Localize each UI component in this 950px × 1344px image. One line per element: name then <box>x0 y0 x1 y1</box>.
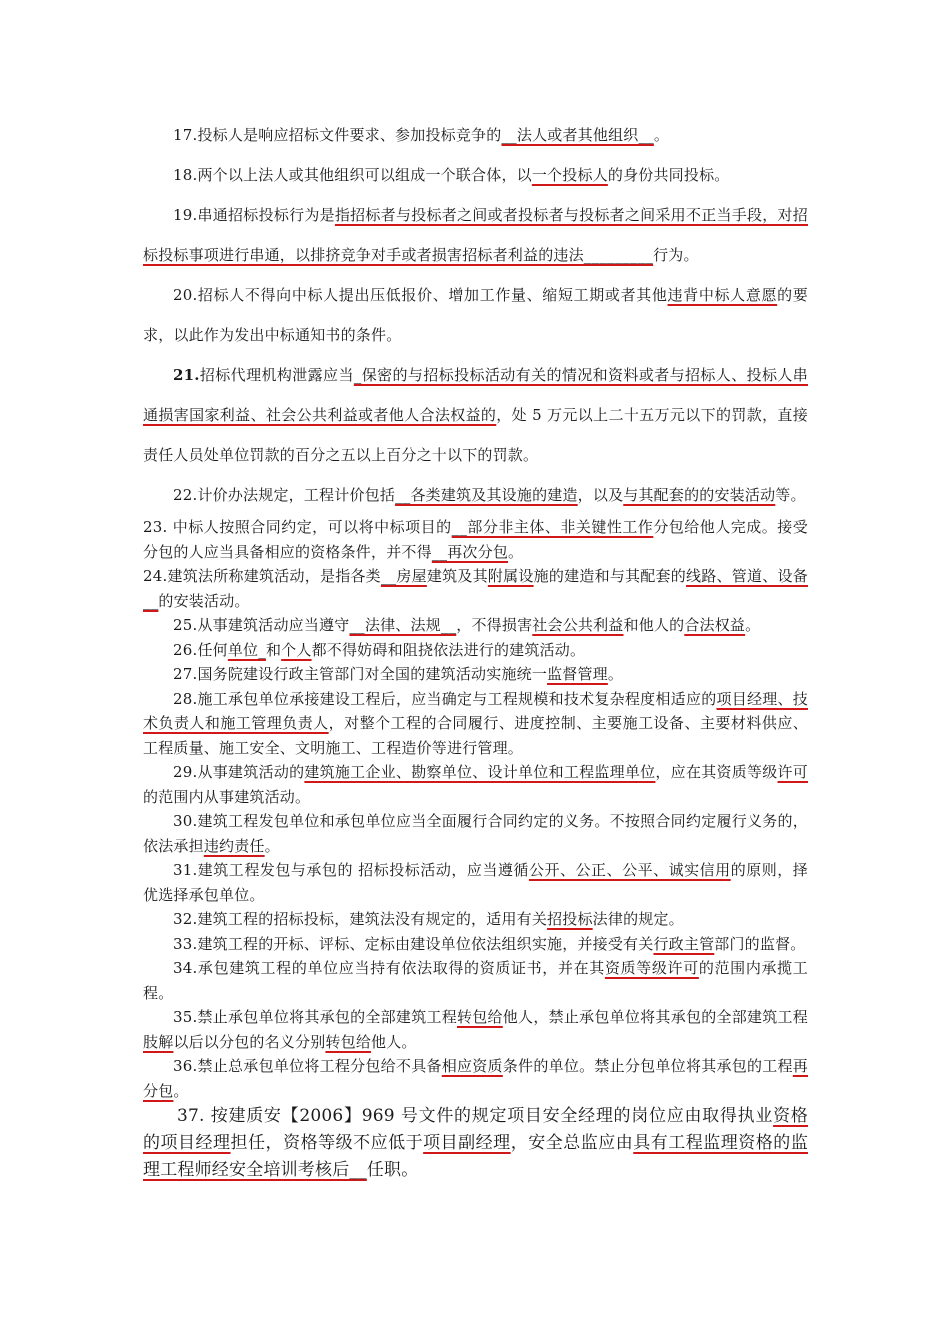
answer-text: 资格的项目经理 <box>143 1106 809 1153</box>
question-text: 23. 中标人按照合同约定，可以将中标项目的 <box>143 518 452 536</box>
answer-text: 转包给 <box>457 1008 503 1026</box>
answer-text: 社会公共利益 <box>532 616 624 634</box>
answer-text: 公开、公正、公平、诚实信用 <box>528 861 731 879</box>
question-30 <box>143 809 808 858</box>
answer-text: 合法权益 <box>684 616 746 634</box>
question-36 <box>143 1054 808 1103</box>
question-text: 等。 <box>775 486 806 504</box>
question-text: 条件的单位。禁止分包单位将其承包的工程 <box>502 1057 793 1075</box>
question-text: 分包给他人完成。接受分包的人应当具备相应的资格条件，并不得 <box>143 518 808 561</box>
question-text: 36.禁止总承包单位将工程分包给不具备 <box>173 1057 442 1075</box>
question-text: 法律的规定。 <box>592 910 684 928</box>
answer-text: 招投标 <box>547 910 593 928</box>
question-32 <box>143 907 808 932</box>
answer-text: 附属设 <box>487 567 534 585</box>
question-text: 的原则，择优选择承包单位。 <box>143 861 808 904</box>
question-text: 35.禁止承包单位将其承包的全部建筑工程 <box>173 1008 457 1026</box>
question-text: 33.建筑工程的开标、评标、定标由建设单位依法组织实施，并接受有关 <box>173 934 654 953</box>
question-33 <box>143 932 808 957</box>
question-22 <box>143 475 808 515</box>
question-text: 。 <box>653 126 670 144</box>
question-37 <box>143 1103 808 1184</box>
answer-text: 相应资质 <box>441 1057 503 1075</box>
question-text: 部门的监督。 <box>714 934 806 953</box>
question-text: 。 <box>264 836 280 855</box>
answer-text: 再分包 <box>143 1057 808 1100</box>
question-text: 28.施工承包单位承接建设工程后，应当确定与工程规模和技术复杂程度相适应的 <box>173 689 717 708</box>
answer-text: 许可 <box>777 763 808 781</box>
question-text: 34.承包建筑工程的单位应当持有依法取得的资质证书，并在其 <box>173 959 605 977</box>
question-text: 。 <box>745 616 761 634</box>
question-text: 施的建造和与其配套的 <box>533 567 687 585</box>
answer-text: 一个投标人 <box>531 166 608 184</box>
answer-text: __法人或者其他组织__ <box>501 126 654 144</box>
answer-text: 肢解 <box>143 1032 174 1051</box>
question-19 <box>143 195 808 275</box>
question-35 <box>143 1005 808 1054</box>
answer-text: 资质等级许可 <box>604 959 699 977</box>
question-text: 26.任何 <box>173 640 228 659</box>
answer-text: __部分非主体、非关键性工作 <box>451 518 654 536</box>
answer-text: 项目副经理 <box>423 1133 511 1153</box>
question-text: 32.建筑工程的招标投标，建筑法没有规定的，适用有关 <box>173 910 548 928</box>
question-text: 18.两个以上法人或其他组织可以组成一个联合体，以 <box>173 166 532 184</box>
question-27 <box>143 662 808 687</box>
answer-text: 具有工程监理资格的监理工程师经安全培训考核后__ <box>143 1133 809 1180</box>
answer-text: __各类建筑及其设施的建造 <box>395 486 578 504</box>
question-26 <box>143 638 808 663</box>
question-31 <box>143 858 808 907</box>
question-text: ，不得损害 <box>456 616 533 634</box>
answer-text: 建筑施工企业、勘察单位、设计单位和工程监理单位 <box>304 763 656 781</box>
answer-text: 行政主管 <box>653 934 715 953</box>
question-text: 和他人的 <box>623 616 685 634</box>
answer-text: 转包给 <box>325 1032 372 1051</box>
question-text: 的身份共同投标。 <box>607 166 730 184</box>
question-text: 招标代理机构泄露应当 <box>199 366 354 384</box>
answer-text: _保密的与招标投标活动有关的情况和资料或者与招标人、投标人串通损害国家利益、社会公共利益或者他人合法权益的 <box>143 366 808 424</box>
question-text: 的范围内从事建筑活动。 <box>143 787 311 806</box>
question-21 <box>143 355 808 475</box>
question-text: 22.计价办法规定，工程计价包括 <box>173 486 396 504</box>
question-text: 17.投标人是响应招标文件要求、参加投标竞争的 <box>173 126 502 144</box>
question-29 <box>143 760 808 809</box>
question-text: 19.串通招标投标行为是 <box>173 206 335 224</box>
question-25 <box>143 613 808 638</box>
question-text: 他人，禁止承包单位将其承包的全部建筑工程 <box>502 1008 808 1026</box>
answer-text: 违约责任 <box>203 836 265 855</box>
question-text: 任职。 <box>366 1160 419 1180</box>
answer-text: __房屋 <box>380 567 427 585</box>
question-text: 。 <box>508 542 524 561</box>
question-text: ，应在其资质等级 <box>655 763 778 781</box>
question-text: ，以及 <box>577 486 624 504</box>
question-20 <box>143 275 808 355</box>
question-text: 。 <box>173 1081 189 1100</box>
question-text: 20.招标人不得向中标人提出压低报价、增加工作量、缩短工期或者其他 <box>173 286 668 304</box>
answer-text: 项目经理、技术负责人和施工管理负责人 <box>143 689 809 732</box>
question-24 <box>143 564 808 613</box>
answer-text: 指招标者与投标者之间或者投标者与投标者之间采用不正当手段，对招标投标事项进行串通，以排挤竞争对手或者损害招标者利益的违法_________ <box>143 206 808 264</box>
question-text: 30.建筑工程发包单位和承包单位应当全面履行合同约定的义务。不按照合同约定履行义务的，依法承担 <box>143 812 808 855</box>
answer-text: 与其配套的的安装活动 <box>623 486 776 504</box>
question-text: ，安全总监应由 <box>510 1133 634 1153</box>
answer-text: __再次分包 <box>431 542 509 561</box>
question-text: ，对整个工程的合同履行、进度控制、主要施工设备、主要材料供应、工程质量、施工安全、文明施工、工程造价等进行管理。 <box>143 714 808 757</box>
question-text: 25.从事建筑活动应当遵守 <box>173 616 350 634</box>
question-text: 24.建筑法所称建筑活动，是指各类 <box>143 567 381 585</box>
question-text: ，处 5 万元以上二十五万元以下的罚款，直接责任人员处单位罚款的百分之五以上百分之十以下的罚款。 <box>143 406 808 464</box>
question-text: 。 <box>607 665 624 683</box>
question-text: 他人。 <box>371 1032 417 1051</box>
question-text: 的要求，以此作为发出中标通知书的条件。 <box>143 286 808 344</box>
question-text: 37. 按建质安【2006】969 号文件的规定项目安全经理的岗位应由取得执业 <box>177 1106 774 1126</box>
question-text: 建筑及其 <box>426 567 488 585</box>
question-text: 都不得妨碍和阻挠依法进行的建筑活动。 <box>311 640 586 659</box>
question-34 <box>143 956 808 1005</box>
question-text: 行为。 <box>653 246 699 264</box>
answer-text: __法律、法规__ <box>349 616 457 634</box>
answer-text: 单位_ <box>227 640 266 659</box>
question-28 <box>143 687 808 761</box>
question-text: 27.国务院建设行政主管部门对全国的建筑活动实施统一 <box>173 665 548 683</box>
answer-text: 违背中标人意愿 <box>667 286 778 304</box>
question-17 <box>143 115 808 155</box>
question-text: 31.建筑工程发包与承包的 招标投标活动，应当遵循 <box>173 861 529 879</box>
answer-text: 监督管理 <box>547 665 608 683</box>
question-23 <box>143 515 808 564</box>
question-text: 以后以分包的名义分别 <box>173 1032 326 1051</box>
answer-text: 线路、管道、设备__ <box>143 567 808 610</box>
question-text: 21. <box>173 366 200 384</box>
question-text: 和 <box>265 640 282 659</box>
question-text: 29.从事建筑活动的 <box>173 763 305 781</box>
question-text: 的范围内承揽工程。 <box>143 959 809 1002</box>
question-text: 担任，资格等级不应低于 <box>230 1133 424 1153</box>
question-18 <box>143 155 808 195</box>
answer-text: 个人 <box>281 640 312 659</box>
question-text: 的安装活动。 <box>158 591 250 610</box>
